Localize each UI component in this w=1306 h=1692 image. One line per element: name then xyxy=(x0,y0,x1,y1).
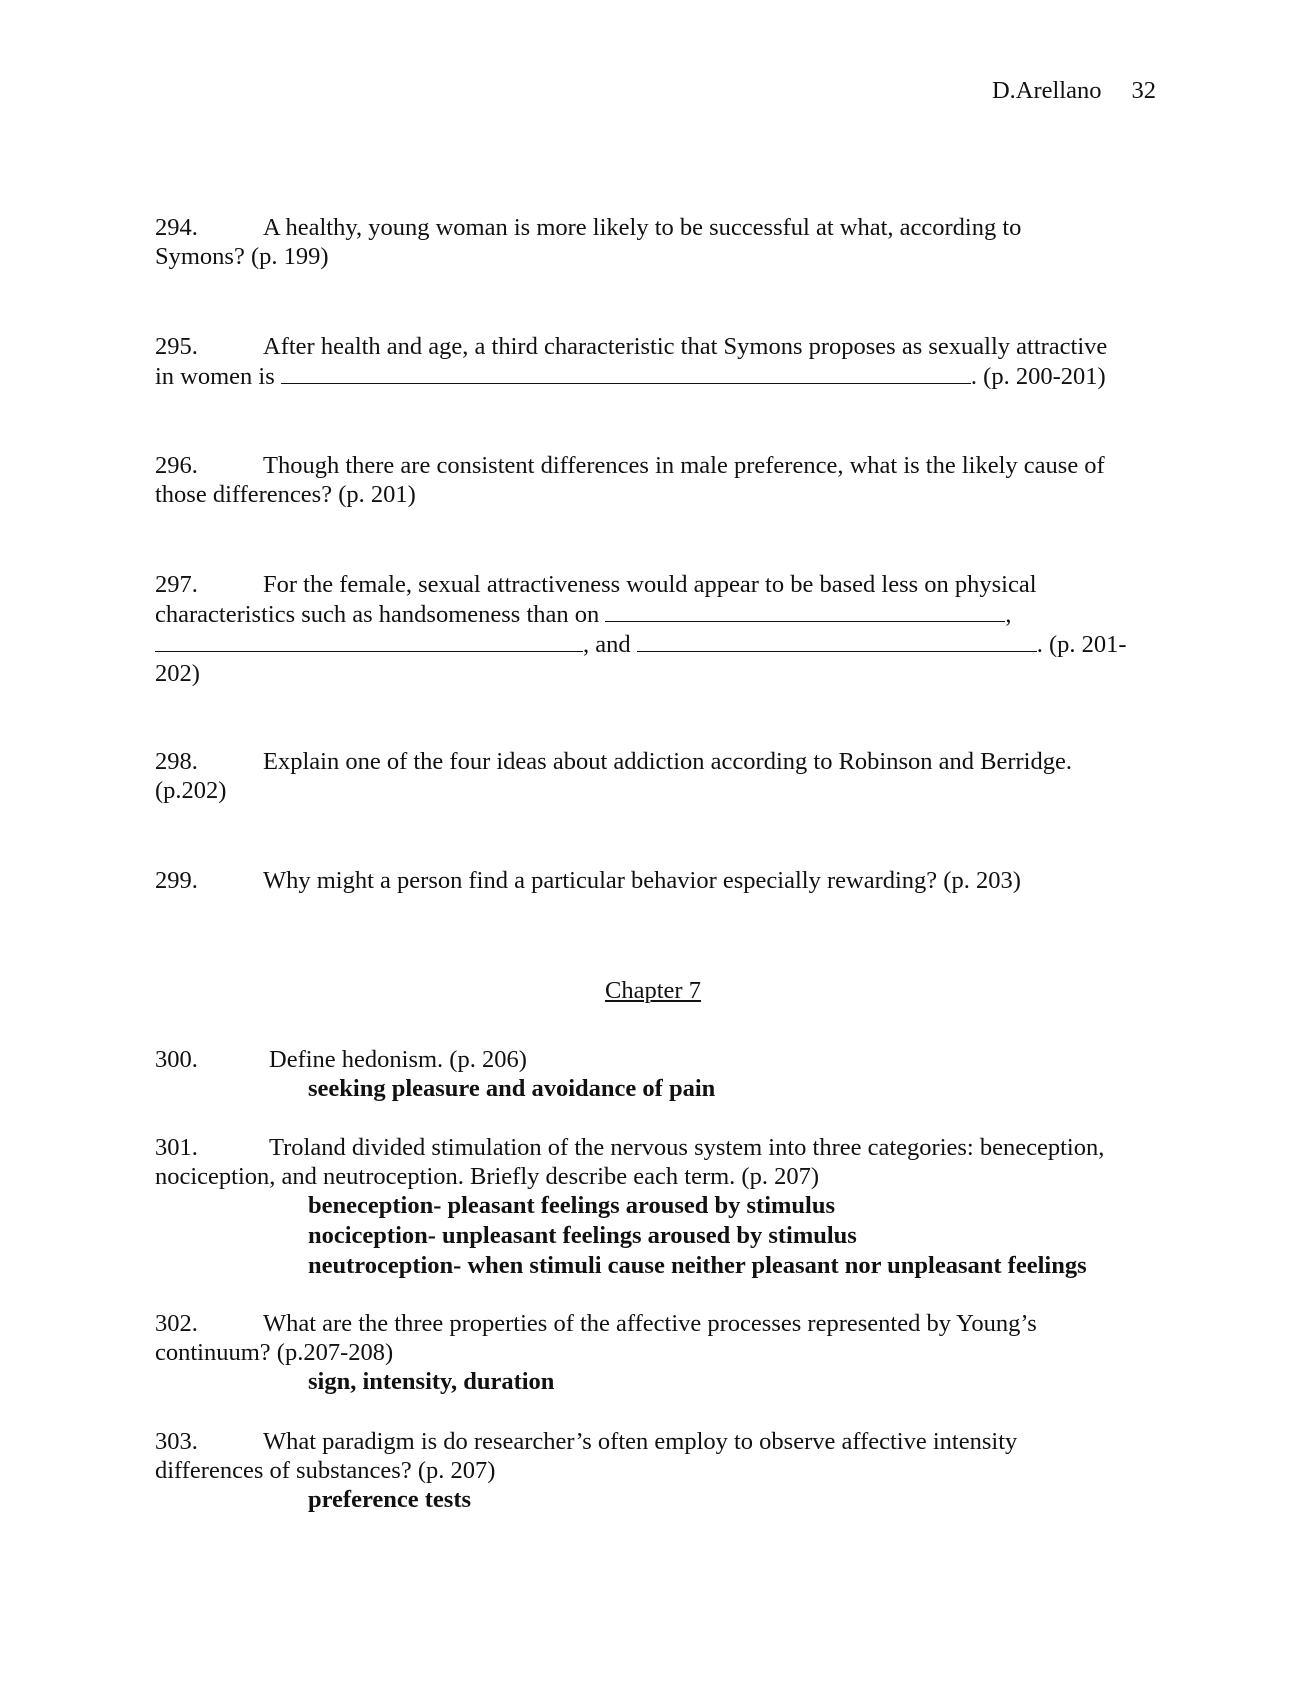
author-name: D.Arellano xyxy=(991,77,1102,104)
question-300 xyxy=(155,1045,1155,1104)
question-301 xyxy=(155,1133,1155,1281)
question-303 xyxy=(155,1427,1155,1515)
question-text: characteristics such as handsomeness than on xyxy=(155,601,600,628)
question-text: Though there are consistent differences in male preference, what is the likely cause of xyxy=(263,452,1105,479)
question-number: 297. xyxy=(155,571,198,598)
question-text: Troland divided stimulation of the nervous system into three categories: beneception, xyxy=(269,1134,1105,1161)
chapter-heading: Chapter 7 xyxy=(605,977,701,1004)
answer-blank xyxy=(605,599,1005,622)
question-text: Explain one of the four ideas about addiction according to Robinson and Berridge. xyxy=(263,748,1072,775)
answer-text: preference tests xyxy=(308,1486,472,1513)
question-text: continuum? (p.207-208) xyxy=(155,1339,394,1366)
question-text: . (p. 201- xyxy=(1036,631,1127,658)
question-text: Why might a person find a particular behavior especially rewarding? (p. 203) xyxy=(263,867,1021,894)
question-299 xyxy=(155,866,1155,895)
question-text: What are the three properties of the affective processes represented by Young’s xyxy=(263,1310,1037,1337)
question-text: (p.202) xyxy=(155,777,227,804)
question-number: 294. xyxy=(155,214,198,241)
question-text: , xyxy=(1005,601,1012,628)
question-text: those differences? (p. 201) xyxy=(155,481,416,508)
answer-blank xyxy=(637,629,1037,652)
answer-text: beneception- pleasant feelings aroused by stimulus xyxy=(308,1192,836,1219)
answer-text: sign, intensity, duration xyxy=(308,1368,555,1395)
question-number: 303. xyxy=(155,1428,198,1455)
question-text: 202) xyxy=(155,660,200,687)
question-number: 295. xyxy=(155,333,198,360)
question-295 xyxy=(155,332,1155,391)
question-number: 298. xyxy=(155,748,198,775)
question-number: 296. xyxy=(155,452,198,479)
question-text: Define hedonism. (p. 206) xyxy=(269,1046,527,1073)
question-text: For the female, sexual attractiveness would appear to be based less on physical xyxy=(263,571,1037,598)
question-number: 300. xyxy=(155,1046,198,1073)
page-number: 32 xyxy=(1131,77,1156,104)
answer-blank xyxy=(281,361,971,384)
answer-text: seeking pleasure and avoidance of pain xyxy=(308,1075,716,1102)
question-text: nociception, and neutroception. Briefly describe each term. (p. 207) xyxy=(155,1163,819,1190)
question-text: differences of substances? (p. 207) xyxy=(155,1457,496,1484)
page-header xyxy=(992,76,1156,105)
question-text: . (p. 200-201) xyxy=(970,363,1106,390)
question-297 xyxy=(155,570,1155,688)
answer-blank xyxy=(155,629,583,652)
question-296 xyxy=(155,451,1155,509)
answer-text: nociception- unpleasant feelings aroused by stimulus xyxy=(308,1222,857,1249)
question-text: in women is xyxy=(155,363,275,390)
question-294 xyxy=(155,213,1155,271)
question-text: After health and age, a third characteristic that Symons proposes as sexually attractive xyxy=(263,333,1108,360)
question-number: 301. xyxy=(155,1134,198,1161)
question-number: 302. xyxy=(155,1310,198,1337)
question-text: What paradigm is do researcher’s often employ to observe affective intensity xyxy=(263,1428,1018,1455)
question-text: Symons? (p. 199) xyxy=(155,243,329,270)
question-text: , and xyxy=(583,631,631,658)
question-text: A healthy, young woman is more likely to be successful at what, according to xyxy=(263,214,1022,241)
question-298 xyxy=(155,747,1155,805)
answer-text: neutroception- when stimuli cause neither pleasant nor unpleasant feelings xyxy=(308,1252,1087,1279)
question-number: 299. xyxy=(155,867,198,894)
question-302 xyxy=(155,1309,1155,1397)
